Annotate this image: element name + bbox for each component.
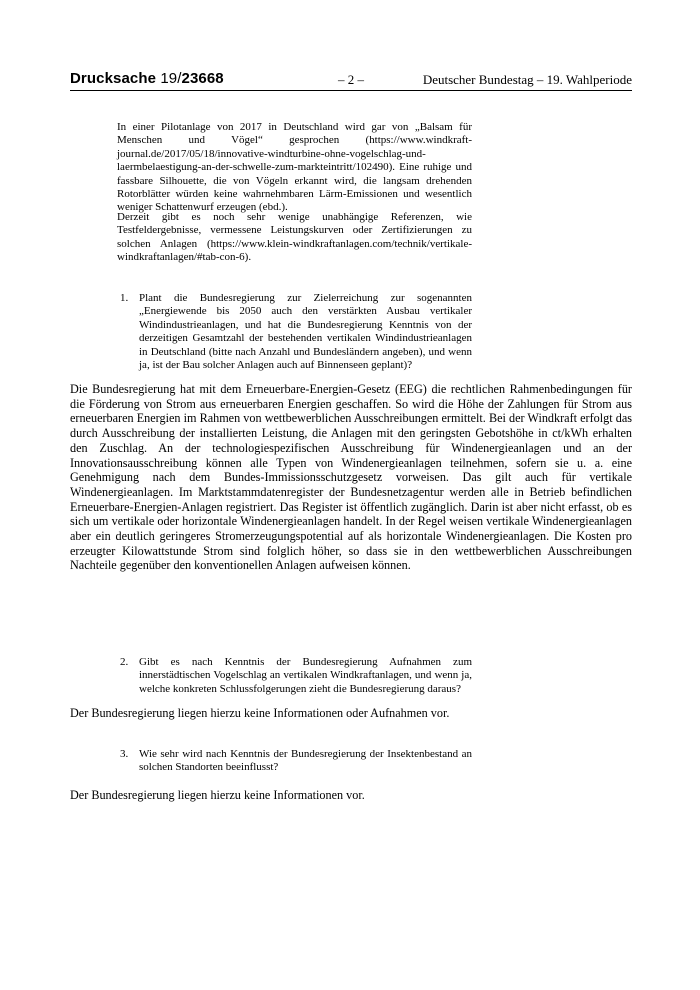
question-number: 3. [120,748,129,760]
answer-2: Der Bundesregierung liegen hierzu keine Informationen oder Aufnahmen vor. [70,706,450,720]
question-text: Plant die Bundesregierung zur Zielerreichung zur sogenannten „Energiewende bis 2050 auch den verstärkten Ausbau vertikaler Windindustrieanlagen, und hat die Bundesregierung Kenntnis von der derzeitigen Gesamtzahl der bestehenden vertikalen Windindustrieanlagen in Deutschland (bitte nach Anzahl und Bundesländern angeben), und wenn ja, ist der Bau solcher Anlagen auch auf Binnenseen geplant)? [139,292,472,372]
parliament-label: Deutscher Bundestag – 19. Wahlperiode [422,72,632,87]
doc-number-main: 23668 [181,70,224,87]
question-2 [120,656,472,696]
answer-1: Die Bundesregierung hat mit dem Erneuerbare-Energien-Gesetz (EEG) die rechtlichen Rahmenbedingungen für die Förderung von Strom aus erneuerbaren Energien geschaffen. So wird die Höhe der Zahlungen für Strom aus erneuerbaren Energien im Rahmen von wettbewerblichen Ausschreibungen ermittelt. Bei der Windkraft erfolgt das durch Ausschreibung der installierten Leistung, die Anlagen mit den geringsten Gebotshöhe in ct/kWh erhalten den Zuschlag. An der technologiespezifischen Ausschreibung für Windenergieanlagen und an der Innovationsausschreibung können alle Typen von Windenergieanlagen teilnehmen, sofern sie u. a. eine Genehmigung nach dem Bundes-Immissionsschutzgesetz vorweisen. Das gilt auch für vertikale Windenergieanlagen. Im Marktstammdatenregister der Bundesnetzagentur werden alle in Betrieb befindlichen Erneuerbare-Energien-Anlagen registriert. Das Register ist öffentlich zugänglich. Darin ist aber nicht erfasst, ob es sich um vertikale oder horizontale Windenergieanlagen handelt. In der Regel weisen vertikale Windenergieanlagen aber ein deutlich geringeres Stromerzeugungspotential auf als horizontale Windenergieanlagen. Die Kosten pro erzeugter Kilowattstunde Strom sind folglich höher, so dass sie in den wettbewerblichen Ausschreibungen Nachteile gegenüber den konventionellen Anlagen aufweisen können. [70,382,632,573]
question-text: Wie sehr wird nach Kenntnis der Bundesregierung der Insektenbestand an solchen Standorten beeinflusst? [139,748,472,774]
answer-3: Der Bundesregierung liegen hierzu keine Informationen vor. [70,788,365,802]
page-number: – 2 – [338,72,364,87]
doc-label: Drucksache [70,70,157,87]
quote-paragraph-2: Derzeit gibt es noch sehr wenige unabhängige Referenzen, wie Testfeldergebnisse, vermessene Leistungskurven oder Zertifizierungen zu solchen Anlagen (https://www.klein-windkraftanlagen.com/technik/vertikale-windkraftanlagen/#tab-con-6). [117,211,472,264]
doc-number-prefix: 19/ [160,70,182,87]
question-3 [120,748,472,775]
quote-paragraph-1: In einer Pilotanlage von 2017 in Deutschland wird gar von „Balsam für Menschen und Vögel“ gesprochen (https://www.windkraft-journal.de/2017/05/18/innovative-windturbine-ohne-vogelschlag-und-laermbelaestigung-an-der-schwelle-zum-markteintritt/102490). Eine ruhige und fassbare Silhouette, die von Vögeln erkannt wird, die langsam drehenden Rotorblätter würden keine wahrnehmbaren Lärm-Emissionen und wesentlich weniger Schattenwurf erzeugen (ebd.). [117,121,472,214]
question-1 [120,292,472,372]
question-text: Gibt es nach Kenntnis der Bundesregierung Aufnahmen zum innerstädtischen Vogelschlag an vertikalen Windkraftanlagen, und wenn ja, welche konkreten Schlussfolgerungen zieht die Bundesregierung daraus? [139,656,472,695]
page-header [70,68,632,91]
question-number: 1. [120,292,129,304]
question-number: 2. [120,656,129,668]
